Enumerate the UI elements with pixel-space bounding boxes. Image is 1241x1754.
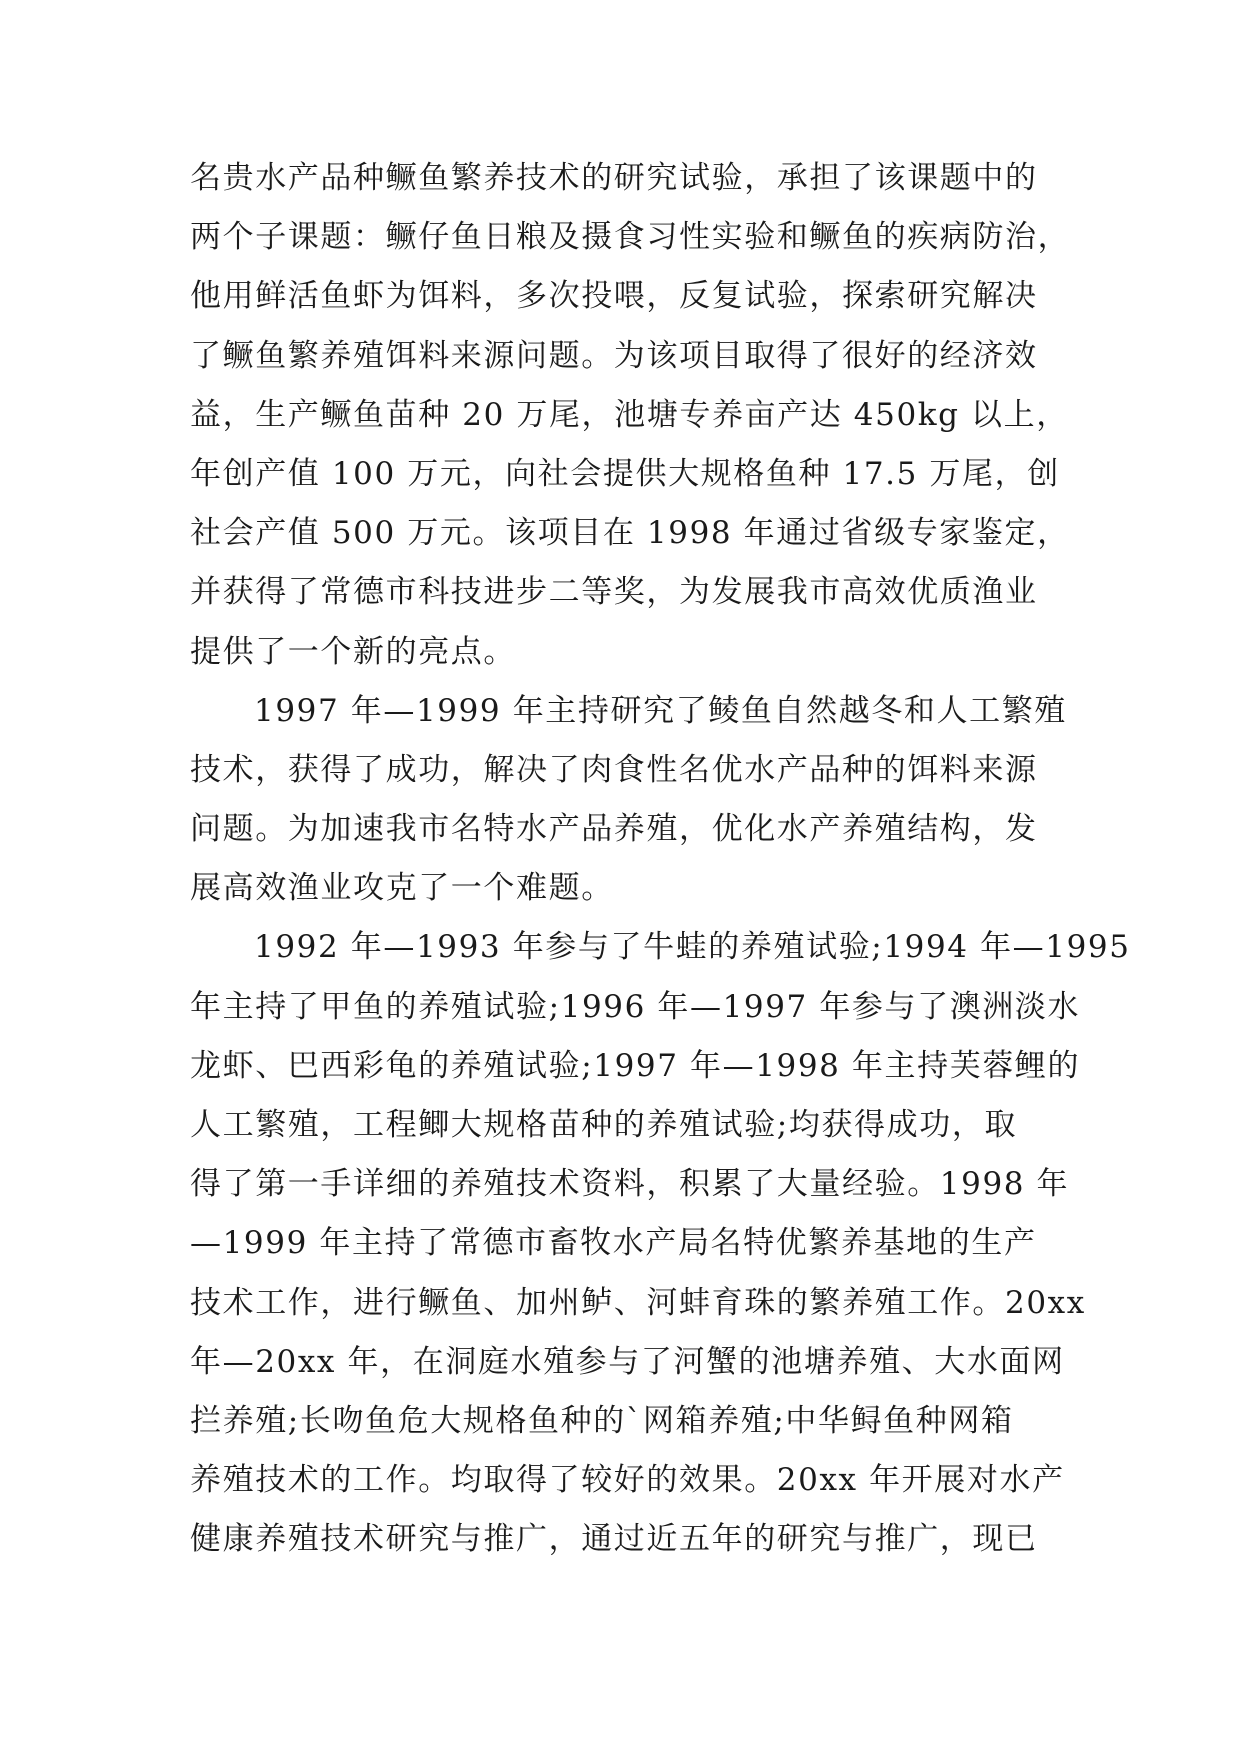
text-line: 人工繁殖，工程鲫大规格苗种的养殖试验;均获得成功，取: [190, 1107, 1018, 1143]
text-line: 展高效渔业攻克了一个难题。: [190, 870, 614, 907]
paragraph-first-line: 1997 年—1999 年主持研究了鲮鱼自然越冬和人工繁殖: [254, 692, 1067, 729]
text-line: 年—20xx 年，在洞庭水殖参与了河蟹的池塘养殖、大水面网: [190, 1343, 1065, 1380]
text-line: 技术，获得了成功，解决了肉食性名优水产品种的饵料来源: [190, 751, 1038, 788]
text-line: 得了第一手详细的养殖技术资料，积累了大量经验。1998 年: [190, 1166, 1070, 1203]
text-line: 社会产值 500 万元。该项目在 1998 年通过省级专家鉴定，: [190, 515, 1070, 552]
text-line: 问题。为加速我市名特水产品养殖，优化水产养殖结构，发: [190, 811, 1038, 848]
text-line: 他用鲜活鱼虾为饵料，多次投喂，反复试验，探索研究解决: [190, 278, 1038, 315]
text-line: —1999 年主持了常德市畜牧水产局名特优繁养基地的生产: [190, 1225, 1037, 1262]
text-line: 了鳜鱼繁养殖饵料来源问题。为该项目取得了很好的经济效: [190, 337, 1038, 374]
text-line: 拦养殖;长吻鱼危大规格鱼种的`网箱养殖;中华鲟鱼种网箱: [190, 1402, 1014, 1439]
text-line: 年创产值 100 万元，向社会提供大规格鱼种 17.5 万尾，创: [190, 455, 1060, 492]
text-line: 技术工作，进行鳜鱼、加州鲈、河蚌育珠的繁养殖工作。20xx: [190, 1284, 1086, 1321]
text-line: 提供了一个新的亮点。: [190, 633, 516, 670]
paragraph-first-line: 1992 年—1993 年参与了牛蛙的养殖试验;1994 年—1995: [254, 929, 1131, 966]
text-line: 益，生产鳜鱼苗种 20 万尾，池塘专养亩产达 450kg 以上，: [190, 396, 1069, 433]
text-line: 并获得了常德市科技进步二等奖，为发展我市高效优质渔业: [190, 574, 1038, 611]
text-line: 龙虾、巴西彩龟的养殖试验;1997 年—1998 年主持芙蓉鲤的: [190, 1047, 1081, 1084]
text-line: 名贵水产品种鳜鱼繁养技术的研究试验，承担了该课题中的: [190, 160, 1038, 196]
text-line: 两个子课题：鳜仔鱼日粮及摄食习性实验和鳜鱼的疾病防治，: [190, 219, 1071, 256]
text-line: 健康养殖技术研究与推广，通过近五年的研究与推广，现已: [190, 1521, 1038, 1558]
text-line: 养殖技术的工作。均取得了较好的效果。20xx 年开展对水产: [190, 1462, 1065, 1499]
body-text: [190, 160, 1131, 1581]
text-line: 年主持了甲鱼的养殖试验;1996 年—1997 年参与了澳洲淡水: [190, 988, 1081, 1025]
